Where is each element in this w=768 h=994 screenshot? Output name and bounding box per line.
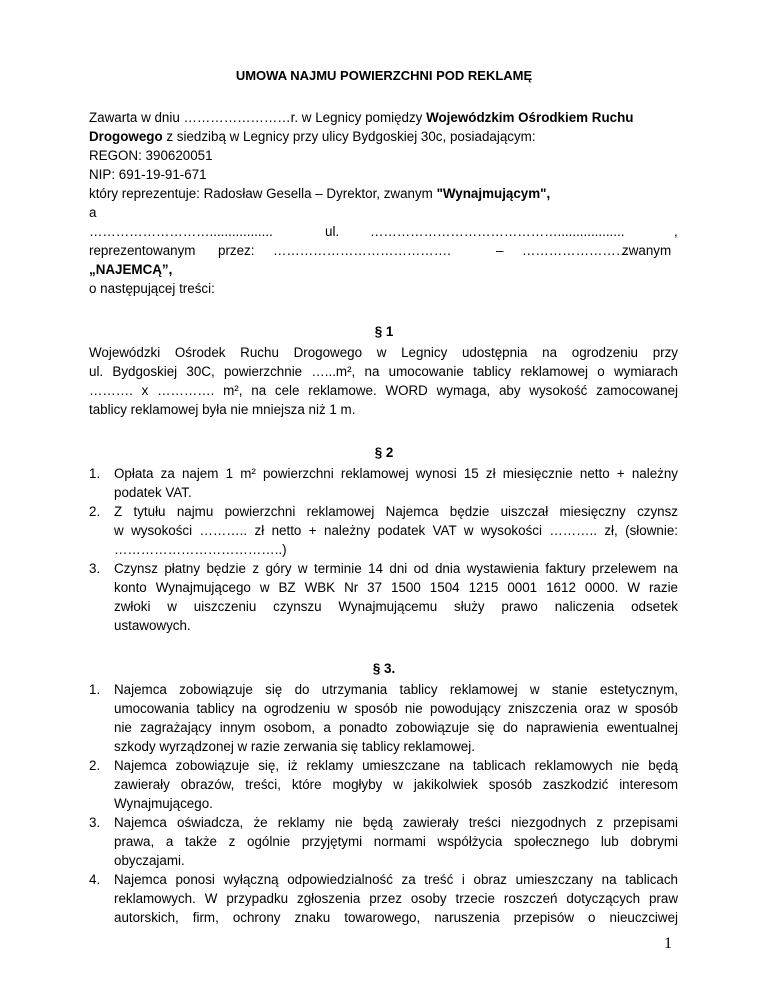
list-item-line: Najemca oświadcza, że reklamy nie będą zawierały treści niezgodnych z przepisami <box>114 815 678 830</box>
section-1-line: tablicy reklamowej była nie mniejsza niż 1 m. <box>89 402 356 417</box>
conjunction: a <box>89 205 97 220</box>
list-number: 2. <box>89 758 101 773</box>
list-item-line: Z tytułu najmu powierzchni reklamowej Najemca będzie uiszczał miesięczny czynsz <box>114 504 678 519</box>
intro-text: Zawarta w dniu ……………………r. w Legnicy pomiędzy <box>89 110 427 125</box>
tenant-label: „NAJEMCĄ”, <box>89 262 173 277</box>
intro-address: z siedzibą w Legnicy przy ulicy Bydgoskiej 30c, posiadającym: <box>162 129 536 144</box>
document-title: UMOWA NAJMU POWIERZCHNI POD REKLAMĘ <box>235 68 533 83</box>
intro-org-name: Wojewódzkim Ośrodkiem Ruchu <box>426 110 634 125</box>
regon: REGON: 390620051 <box>89 148 213 163</box>
list-item-line: prawa, a także z ogólnie przyjętymi normami współżycia społecznego lub dobrymi <box>114 834 678 849</box>
tenant-name-blank: ………………………................. <box>89 224 273 239</box>
list-item-line: ………………………………..) <box>114 542 287 557</box>
lessor-label: "Wynajmującym", <box>436 186 551 201</box>
list-item-line: Wynajmującego. <box>114 796 213 811</box>
tenant-rep-by: przez: <box>218 243 255 258</box>
list-number: 3. <box>89 561 101 576</box>
list-number: 2. <box>89 504 101 519</box>
list-item-line: zawierały obrazów, treści, które mogłyby w jakikolwiek sposób zaszkodzić interesom <box>114 777 678 792</box>
list-item-line: szkody wyrządzonej w razie zerwania się tablicy reklamowej. <box>114 739 475 754</box>
section-1-heading: § 1 <box>374 324 394 339</box>
list-item-line: obyczajami. <box>114 853 185 868</box>
list-item-line: nie zagrażający innym osobom, a ponadto zobowiązuje się do naprawienia ewentualnej <box>114 720 678 735</box>
list-item-line: zwłoki w uiszczeniu czynszu Wynajmującemu służy prawo naliczenia odsetek <box>114 599 678 614</box>
tenant-rep-dash: – <box>496 243 504 258</box>
list-item-line: autorskich, firm, ochrony znaku towarowego, naruszenia przepisów o nieuczciwej <box>114 910 678 925</box>
section-1-line: ………. x …………. m², na cele reklamowe. WORD wymaga, aby wysokość zamocowanej <box>89 383 678 398</box>
list-item-line: Najemca ponosi wyłączną odpowiedzialność za treść i obraz umieszczany na tablicach <box>114 872 678 887</box>
tenant-rep-text: reprezentowanym <box>89 243 196 258</box>
section-3-heading: § 3. <box>372 661 396 676</box>
list-number: 1. <box>89 682 101 697</box>
list-item-line: Najemca zobowiązuje się do utrzymania tablicy reklamowej w stanie estetycznym, <box>114 682 678 697</box>
street-blank: …………………………………….................. <box>370 224 625 239</box>
list-item-line: w wysokości ……….. zł netto + należny podatek VAT w wysokości ……….. zł, (słownie: <box>114 523 678 538</box>
intro-org-name-2: Drogowego <box>89 129 163 144</box>
section-1-line: ul. Bydgoskiej 30C, powierzchnie …...m², na umocowanie tablicy reklamowej o wymiarach <box>89 364 678 379</box>
list-item-line: podatek VAT. <box>114 485 192 500</box>
list-item-line: konto Wynajmującego w BZ WBK Nr 37 1500 1504 1215 0001 1612 0000. W razie <box>114 580 678 595</box>
page-number: 1 <box>664 935 672 952</box>
following-content: o następującej treści: <box>89 281 215 296</box>
list-number: 3. <box>89 815 101 830</box>
list-item-line: Czynsz płatny będzie z góry w terminie 14 dni od dnia wystawienia faktury przelewem na <box>114 561 678 576</box>
nip: NIP: 691-19-91-671 <box>89 167 207 182</box>
section-2-heading: § 2 <box>374 445 394 460</box>
list-item-line: ustawowych. <box>114 618 191 633</box>
list-item-line: Opłata za najem 1 m² powierzchni reklamowej wynosi 15 zł miesięcznie netto + należny <box>114 466 678 481</box>
tenant-rep-blank-2: …………………… <box>522 243 630 258</box>
list-item-line: Najemca zobowiązuje się, iż reklamy umieszczane na tablicach reklamowych nie będą <box>114 758 678 773</box>
list-number: 1. <box>89 466 101 481</box>
list-item-line: umocowania tablicy na ogrodzeniu w sposób nie powodujący zniszczenia oraz w sposób <box>114 701 678 716</box>
representative-text: który reprezentuje: Radosław Gesella – Dyrektor, zwanym <box>89 186 437 201</box>
section-1-line: Wojewódzki Ośrodek Ruchu Drogowego w Legnicy udostępnia na ogrodzeniu przy <box>89 345 678 360</box>
tenant-rep-blank: …………………………………. <box>273 243 451 258</box>
intro-line-2 <box>89 127 678 146</box>
intro-line-1 <box>89 108 678 127</box>
street-label: ul. <box>325 224 340 239</box>
tenant-rep-called: zwanym <box>622 243 672 258</box>
list-item-line: reklamowych. W przypadku zgłoszenia przez osoby trzecie roszczeń dotyczących praw <box>114 891 678 906</box>
comma: , <box>674 224 678 239</box>
representative <box>89 184 678 203</box>
list-number: 4. <box>89 872 101 887</box>
